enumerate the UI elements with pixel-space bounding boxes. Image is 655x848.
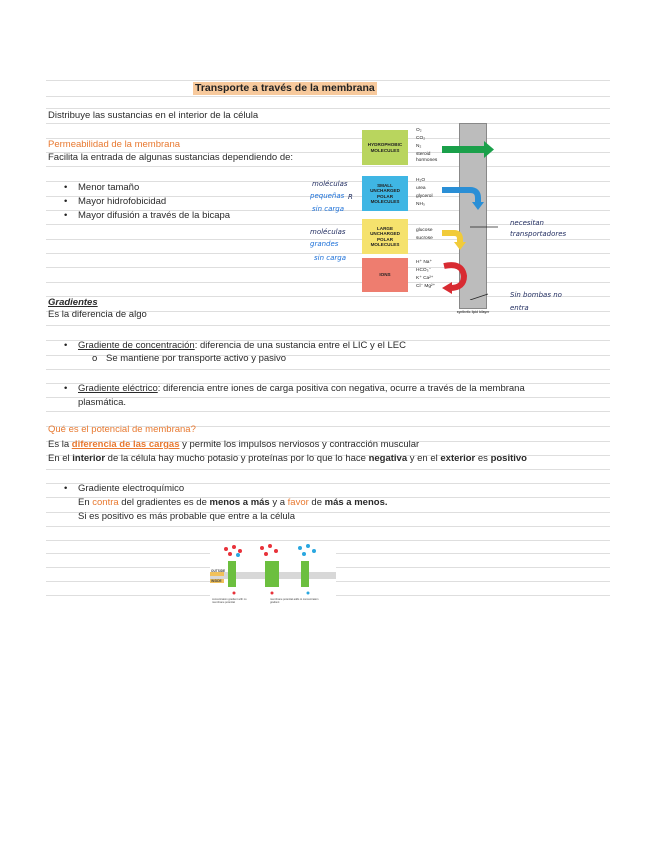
concentration-desc: : diferencia de una sustancia entre el LIC y el LEC: [194, 340, 406, 351]
handwritten-arrow-icon: [470, 227, 498, 300]
positive-term: positivo: [490, 453, 527, 464]
permeability-subtitle: Facilita la entrada de algunas sustancias dependiendo de:: [48, 152, 294, 163]
text-fragment: es: [475, 453, 491, 464]
green-arrow-icon: [442, 141, 494, 158]
ions-box: IONS: [362, 258, 408, 292]
electrochemical-figure: [210, 543, 336, 609]
page-title: Transporte a través de la membrana: [195, 82, 375, 94]
small-polar-box: SMALL UNCHARGED POLAR MOLECULES: [362, 176, 408, 211]
text-fragment: En el: [48, 453, 73, 464]
bullet-dot: •: [64, 210, 68, 221]
molecule-label: N₂: [416, 144, 422, 149]
molecule-label: H⁺ Na⁺: [416, 260, 432, 265]
gradients-heading: Gradientes: [48, 297, 98, 308]
handwritten-note: Sin bombas no: [510, 291, 562, 299]
charges-difference-term: diferencia de las cargas: [71, 439, 180, 450]
interior-term: interior: [72, 453, 106, 464]
electric-desc-continued: plasmática.: [78, 397, 127, 408]
molecule-label: HCO₃⁻: [416, 268, 432, 273]
permeability-heading: Permeabilidad de la membrana: [48, 139, 181, 150]
permeability-arrows: [440, 130, 500, 300]
concentration-term: Gradiente de concentración: [78, 340, 195, 351]
concentration-sub: Se mantiene por transporte activo y pasivo: [106, 353, 287, 364]
molecule-label: sucrose: [416, 236, 433, 241]
list-item: Mayor difusión a través de la bicapa: [78, 210, 231, 221]
red-bounce-arrow-icon: [442, 265, 464, 294]
bullet-dot: •: [64, 340, 68, 351]
handwritten-note: sin carga: [314, 254, 347, 262]
text-fragment: y en el: [407, 453, 441, 464]
potential-line-2: [48, 453, 527, 465]
text-fragment: En: [78, 497, 93, 508]
handwritten-note: sin carga: [312, 205, 345, 213]
electrochemical-line-2: Si es positivo es más probable que entre a la célula: [78, 511, 296, 522]
molecule-label: NH₃: [416, 202, 425, 207]
handwritten-note: transportadores: [510, 230, 567, 238]
molecule-label: H₂O: [416, 178, 426, 183]
figure-caption: membrane potential adds to concentration gradient: [270, 598, 319, 604]
molecule-label: K⁺ Ca²⁺: [416, 276, 434, 281]
molecule-label: CO₂: [416, 136, 426, 141]
molecule-label: Cl⁻ Mg²⁺: [416, 284, 436, 289]
sub-bullet: o: [92, 353, 98, 364]
text-fragment: de la célula hay mucho potasio y proteínas por lo que lo hace: [105, 453, 369, 464]
handwritten-note: pequeñas: [310, 192, 345, 200]
electrochemical-line-1: [78, 497, 388, 509]
handwritten-note: entra: [510, 304, 529, 312]
potential-line-1: [48, 439, 419, 451]
electrochemical-bullet: Gradiente electroquímico: [78, 483, 185, 494]
inside-label: INSIDE: [211, 579, 222, 583]
text-fragment: Es la: [48, 439, 72, 450]
text-fragment: y a: [269, 497, 288, 508]
bullet-dot: •: [64, 182, 68, 193]
negative-term: negativa: [368, 453, 408, 464]
bullet-dot: •: [64, 383, 68, 394]
handwritten-note: R: [348, 193, 353, 201]
molecule-label: glycerol: [416, 194, 433, 199]
molecule-label: O₂: [416, 128, 422, 133]
bullet-dot: •: [64, 483, 68, 494]
electric-desc: : diferencia entre iones de carga positiva con negativa, ocurre a través de la membrana: [157, 383, 525, 394]
molecule-label: urea: [416, 186, 426, 191]
handwritten-note: necesitan: [510, 219, 544, 227]
favor-term: favor: [287, 497, 309, 508]
list-item: Mayor hidrofobicidad: [78, 196, 167, 207]
exterior-term: exterior: [440, 453, 476, 464]
electric-term: Gradiente eléctrico: [78, 383, 158, 394]
handwritten-note: moléculas: [312, 180, 348, 188]
molecule-label: glucose: [416, 228, 433, 233]
handwritten-note: moléculas: [310, 228, 346, 236]
more-to-less-term: más a menos.: [324, 497, 388, 508]
text-fragment: de: [308, 497, 325, 508]
large-polar-box: LARGE UNCHARGED POLAR MOLECULES: [362, 219, 408, 254]
bilayer-label: synthetic lipid bilayer: [456, 310, 490, 314]
against-term: contra: [92, 497, 119, 508]
less-to-more-term: menos a más: [209, 497, 270, 508]
text-fragment: y permite los impulsos nerviosos y contracción muscular: [179, 439, 420, 450]
yellow-bounce-arrow-icon: [442, 233, 466, 250]
blue-curved-arrow-icon: [442, 190, 484, 210]
intro-text: Distribuye las sustancias en el interior de la célula: [48, 110, 259, 121]
gradients-definition: Es la diferencia de algo: [48, 309, 147, 320]
molecule-label: steroid hormones: [416, 152, 438, 163]
figure-caption: concentration gradient with no membrane potential: [212, 598, 247, 604]
hydrophobic-box: HYDROPHOBIC MOLECULES: [362, 130, 408, 165]
list-item: Menor tamaño: [78, 182, 140, 193]
bullet-dot: •: [64, 196, 68, 207]
outside-label: OUTSIDE: [211, 569, 226, 573]
text-fragment: del gradientes es de: [118, 497, 210, 508]
potential-heading: Qué es el potencial de membrana?: [48, 424, 196, 435]
handwritten-note: grandes: [310, 240, 339, 248]
concentration-gradient-line: [78, 340, 406, 352]
electric-gradient-line: [78, 383, 525, 395]
